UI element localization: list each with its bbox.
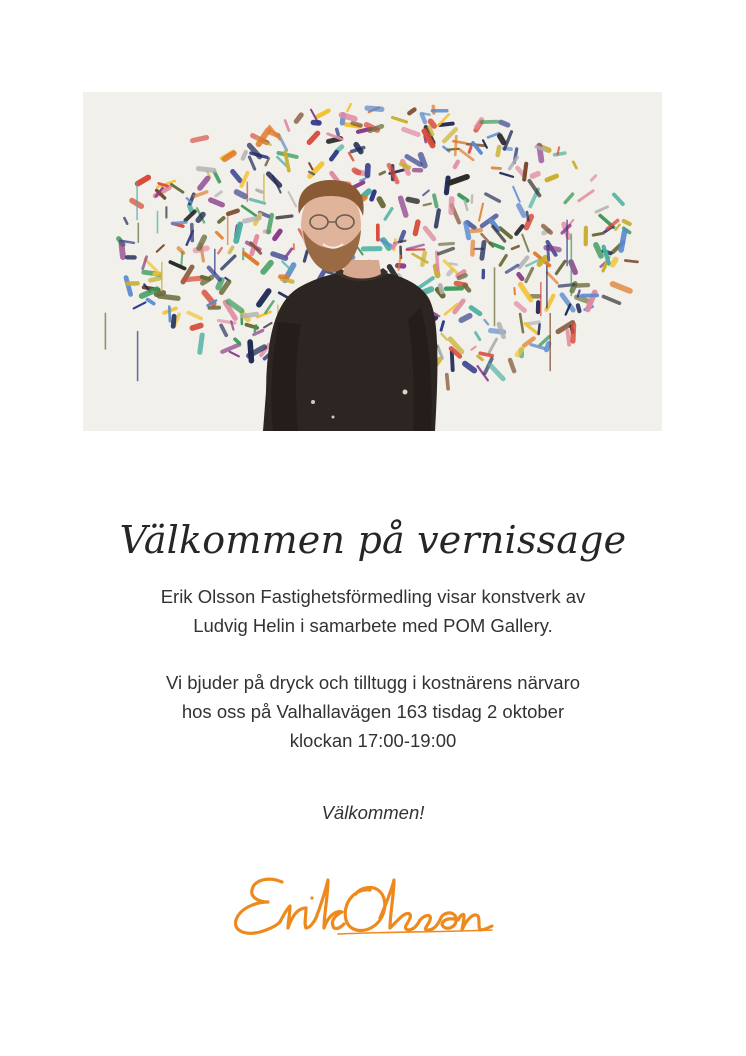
- paint-stroke: [555, 153, 565, 155]
- paint-stroke: [184, 278, 201, 280]
- paint-stroke: [198, 169, 214, 171]
- paint-stroke: [480, 353, 492, 355]
- paint-stroke: [449, 263, 456, 264]
- paint-stroke: [202, 277, 209, 279]
- paint-stroke: [228, 211, 237, 214]
- paint-stroke: [518, 349, 522, 355]
- paint-stroke: [257, 190, 262, 192]
- signature-logo: [230, 872, 520, 942]
- paint-stroke: [452, 352, 453, 370]
- paint-stroke: [455, 136, 456, 155]
- paint-stroke: [409, 110, 414, 114]
- paint-stroke: [353, 123, 361, 125]
- paint-stroke: [244, 218, 259, 221]
- paint-stroke: [189, 205, 191, 211]
- paint-stroke: [422, 114, 425, 122]
- closing-greeting: Välkommen!: [321, 802, 425, 823]
- paint-stroke: [492, 168, 500, 169]
- paint-stroke: [548, 246, 549, 260]
- paint-stroke: [451, 199, 452, 213]
- paragraph-2-line-3: klockan 17:00-19:00: [289, 730, 457, 751]
- paragraph-1-line-1: Erik Olsson Fastighetsförmedling visar konstverk av: [160, 586, 586, 607]
- paint-stroke: [200, 335, 202, 352]
- paint-stroke: [527, 322, 539, 324]
- paint-stroke: [122, 244, 124, 257]
- paint-stroke: [277, 216, 292, 218]
- paint-stroke: [415, 222, 418, 234]
- paint-stroke: [429, 127, 432, 134]
- paint-stroke: [401, 232, 404, 241]
- paint-stroke: [408, 199, 417, 201]
- paint-stroke: [446, 178, 448, 193]
- paint-stroke: [573, 325, 574, 341]
- paint-stroke: [524, 164, 526, 180]
- paint-stroke: [447, 375, 448, 389]
- paint-stroke: [431, 121, 435, 126]
- paint-stroke: [337, 129, 339, 134]
- paint-stroke: [440, 243, 454, 244]
- invitation-paragraph-2: [0, 668, 746, 755]
- paint-stroke: [169, 307, 170, 322]
- paint-stroke: [539, 325, 540, 335]
- paint-stroke: [236, 225, 240, 241]
- paint-stroke: [372, 192, 375, 200]
- paint-stroke: [255, 325, 257, 331]
- paint-stroke: [533, 174, 538, 176]
- artist-photo: [83, 92, 662, 431]
- paint-stroke: [593, 233, 603, 235]
- paint-stroke: [181, 252, 182, 266]
- paint-stroke: [461, 316, 469, 320]
- paint-stroke: [243, 152, 246, 159]
- paint-stroke: [198, 215, 203, 221]
- paint-stroke: [282, 279, 293, 281]
- paint-stroke: [527, 212, 528, 220]
- paint-stroke: [436, 210, 439, 226]
- paint-stroke: [448, 271, 452, 275]
- invitation-paragraph-1: [0, 582, 746, 640]
- paint-stroke: [150, 278, 159, 280]
- paint-stroke: [354, 170, 358, 172]
- paint-stroke: [448, 149, 459, 150]
- signature-icon: [230, 872, 520, 942]
- paint-stroke: [578, 305, 580, 311]
- paragraph-2-line-1: Vi bjuder på dryck och tilltugg i kostnärens närvaro: [165, 672, 581, 693]
- paint-stroke: [514, 288, 515, 295]
- paragraph-1-line-2: Ludvig Helin i samarbete med POM Gallery.: [193, 615, 553, 636]
- artist-photo-image: [83, 92, 662, 431]
- paint-stroke: [577, 285, 589, 286]
- paint-stroke: [379, 199, 383, 205]
- paint-stroke: [621, 232, 625, 251]
- paint-stroke: [434, 195, 437, 206]
- paragraph-2-line-2: hos oss på Valhallavägen 163 tisdag 2 oktober: [181, 701, 565, 722]
- paint-stroke: [230, 247, 233, 252]
- paint-stroke: [469, 147, 471, 152]
- paint-stroke: [159, 296, 178, 298]
- paint-stroke: [459, 275, 466, 278]
- paint-stroke: [558, 147, 560, 154]
- paint-stroke: [440, 286, 442, 292]
- paint-stroke: [155, 274, 161, 275]
- paint-stroke: [501, 122, 508, 125]
- paint-stroke: [424, 114, 430, 115]
- paint-stroke: [519, 274, 522, 278]
- paint-stroke: [547, 344, 549, 350]
- paint-stroke: [455, 162, 458, 167]
- paint-stroke: [482, 242, 484, 258]
- paint-stroke: [624, 221, 630, 224]
- paint-stroke: [424, 204, 431, 206]
- paint-stroke: [193, 138, 207, 141]
- paint-stroke: [472, 230, 481, 231]
- paint-stroke: [472, 242, 473, 255]
- paint-stroke: [500, 136, 504, 143]
- paint-stroke: [356, 145, 361, 152]
- paint-stroke: [613, 260, 616, 265]
- paint-stroke: [466, 223, 469, 238]
- paint-stroke: [172, 222, 186, 223]
- paint-stroke: [440, 124, 453, 126]
- paint-stroke: [367, 166, 368, 176]
- paint-stroke: [380, 172, 385, 174]
- paint-stroke: [625, 261, 637, 262]
- paint-stroke: [567, 331, 569, 345]
- paint-stroke: [342, 115, 355, 119]
- paint-stroke: [367, 108, 382, 109]
- paint-stroke: [243, 314, 257, 316]
- paint-stroke: [498, 147, 500, 155]
- invitation-heading: Välkommen på vernissage: [119, 518, 627, 562]
- paint-stroke: [237, 192, 245, 196]
- paint-stroke: [173, 316, 174, 326]
- paint-stroke: [192, 326, 200, 329]
